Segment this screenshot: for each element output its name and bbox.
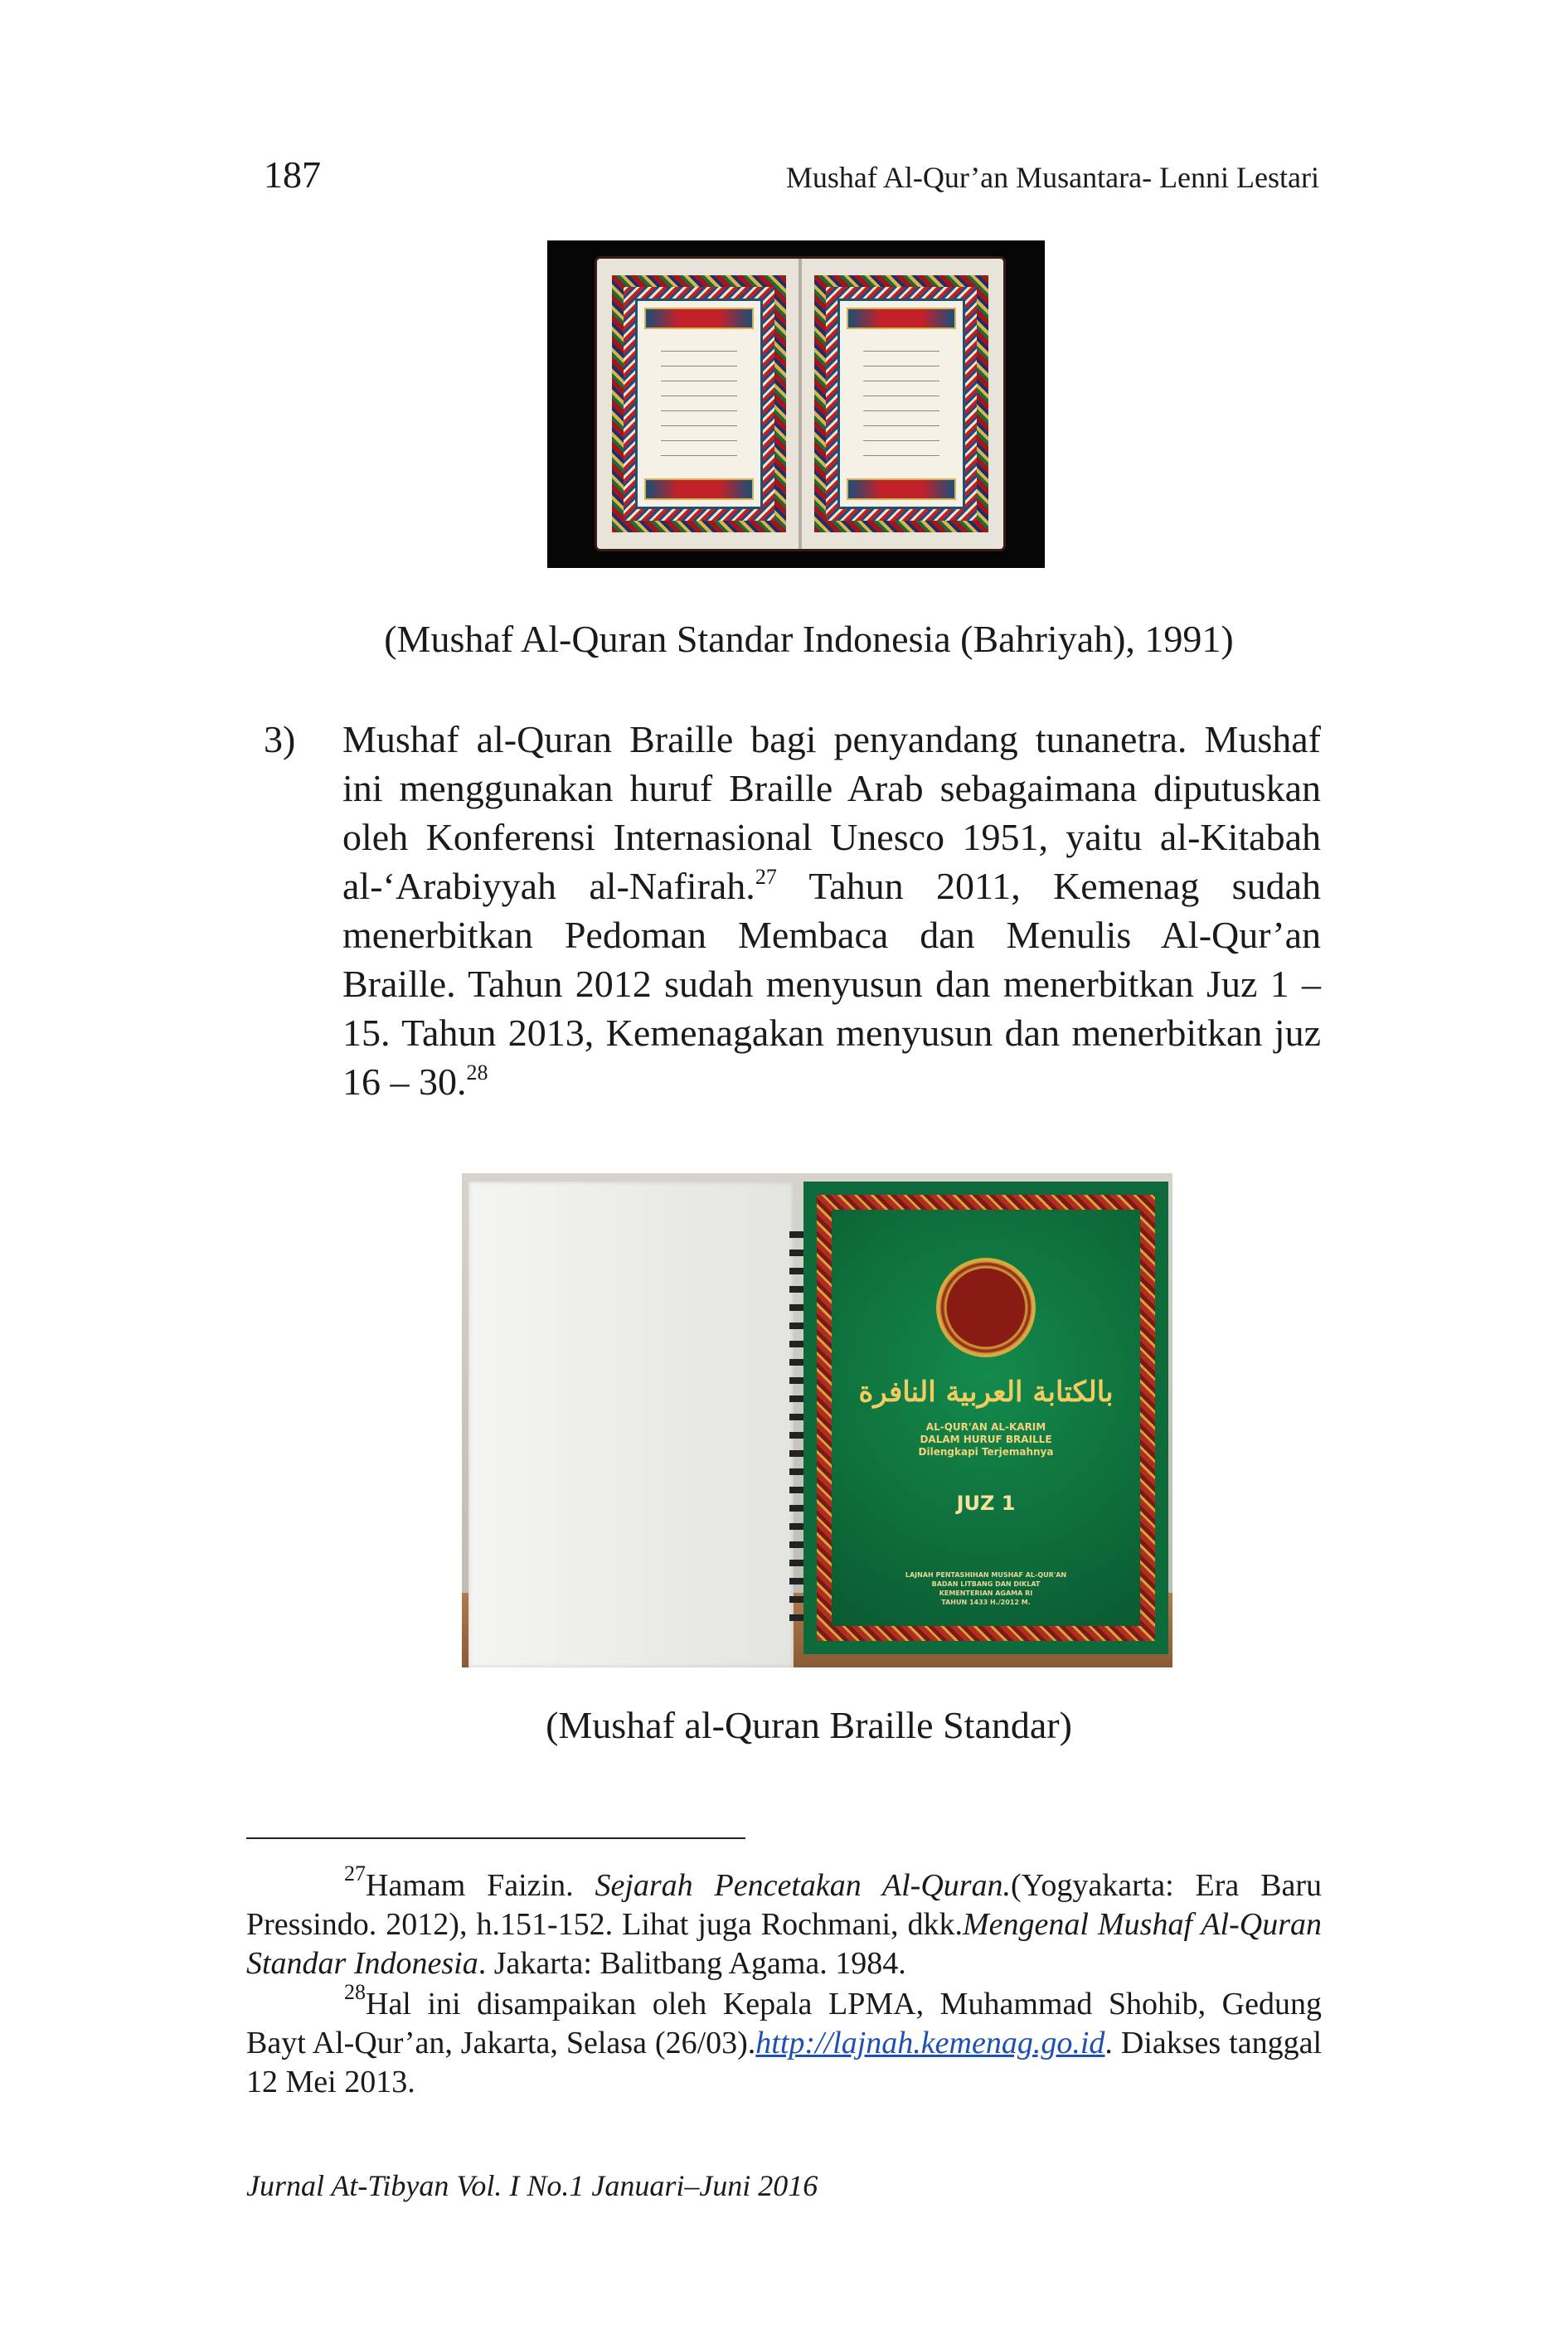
footnote-divider <box>246 1837 745 1839</box>
list-item-paragraph <box>342 715 1321 1106</box>
footnote-27-text2: . Jakarta: Balitbang Agama. 1984. <box>478 1946 906 1981</box>
footnote-27-text: (Yogyakarta: Era Baru Pressindo. 2012), h.151-152. Lihat juga Rochmani, dkk. <box>246 1868 1322 1942</box>
left-ornamental-page <box>612 275 786 532</box>
cover-publisher: LAJNAH PENTASHIHAN MUSHAF AL-QUR'AN BADAN LITBANG DAN DIKLAT KEMENTERIAN AGAMA RI TAHUN 1433 H./2012 M. <box>905 1571 1067 1606</box>
figure-mushaf-bahriyah-image <box>547 240 1045 568</box>
figure-braille-mushaf-image <box>462 1173 1172 1667</box>
footnote-27-title2: Mengenal Mushaf Al-Quran Standar Indonesia <box>246 1907 1322 1981</box>
footnote-27-author: Hamam Faizin. <box>366 1868 595 1903</box>
paragraph-text-2: Tahun 2011, Kemenag sudah menerbitkan Pedoman Membaca dan Menulis Al-Qur’an Braille. Tahun 2012 sudah menyusun dan menerbitkan Juz 1 – 15. Tahun 2013, Kemenagakan menyusun dan menerbitkan juz 16 – 30. <box>342 865 1321 1103</box>
footnote-27 <box>246 1861 1322 1983</box>
footnote-28-text: Hal ini disampaikan oleh Kepala LPMA, Muhammad Shohib, Gedung Bayt Al-Qur’an, Jakarta, Selasa (26/03). <box>246 1987 1322 2060</box>
cover-medallion-icon <box>936 1258 1036 1357</box>
footnote-27-mark: 27 <box>344 1861 366 1886</box>
footnote-27-title: Sejarah Pencetakan Al-Quran. <box>595 1868 1012 1903</box>
footnote-28 <box>246 1980 1323 2102</box>
footnote-ref-28: 28 <box>466 1060 488 1085</box>
open-book <box>597 259 1003 549</box>
journal-footer: Jurnal At-Tibyan Vol. I No.1 Januari–Juni 2016 <box>246 2169 818 2202</box>
figure1-caption: (Mushaf Al-Quran Standar Indonesia (Bahriyah), 1991) <box>384 618 1234 660</box>
cover-arabic-title: بالكتابة العربية النافرة <box>858 1376 1114 1409</box>
list-item-number: 3) <box>264 718 296 760</box>
braille-page <box>468 1182 794 1667</box>
footnote-28-mark: 28 <box>344 1980 366 2004</box>
figure2-caption: (Mushaf al-Quran Braille Standar) <box>546 1704 1072 1746</box>
right-ornamental-page <box>814 275 988 532</box>
footnote-28-text2: . Diakses tanggal 12 Mei 2013. <box>246 2026 1323 2099</box>
running-head: Mushaf Al-Qur’an Musantara- Lenni Lestari <box>785 161 1319 194</box>
braille-book-cover <box>803 1182 1168 1654</box>
footnote-ref-27: 27 <box>755 865 777 889</box>
cover-juz: JUZ 1 <box>956 1492 1016 1515</box>
page-number: 187 <box>264 153 321 196</box>
cover-title: AL-QUR'AN AL-KARIM DALAM HURUF BRAILLE Dilengkapi Terjemahnya <box>918 1421 1054 1458</box>
lajnah-link[interactable]: http://lajnah.kemenag.go.id <box>755 2026 1105 2060</box>
paragraph-text-1: Mushaf al-Quran Braille bagi penyandang tunanetra. Mushaf ini menggunakan huruf Braille Arab sebagaimana diputuskan oleh Konferensi Internasional Unesco 1951, yaitu al-Kitabah al-‘Arabiyyah al-Nafirah. <box>342 718 1321 907</box>
